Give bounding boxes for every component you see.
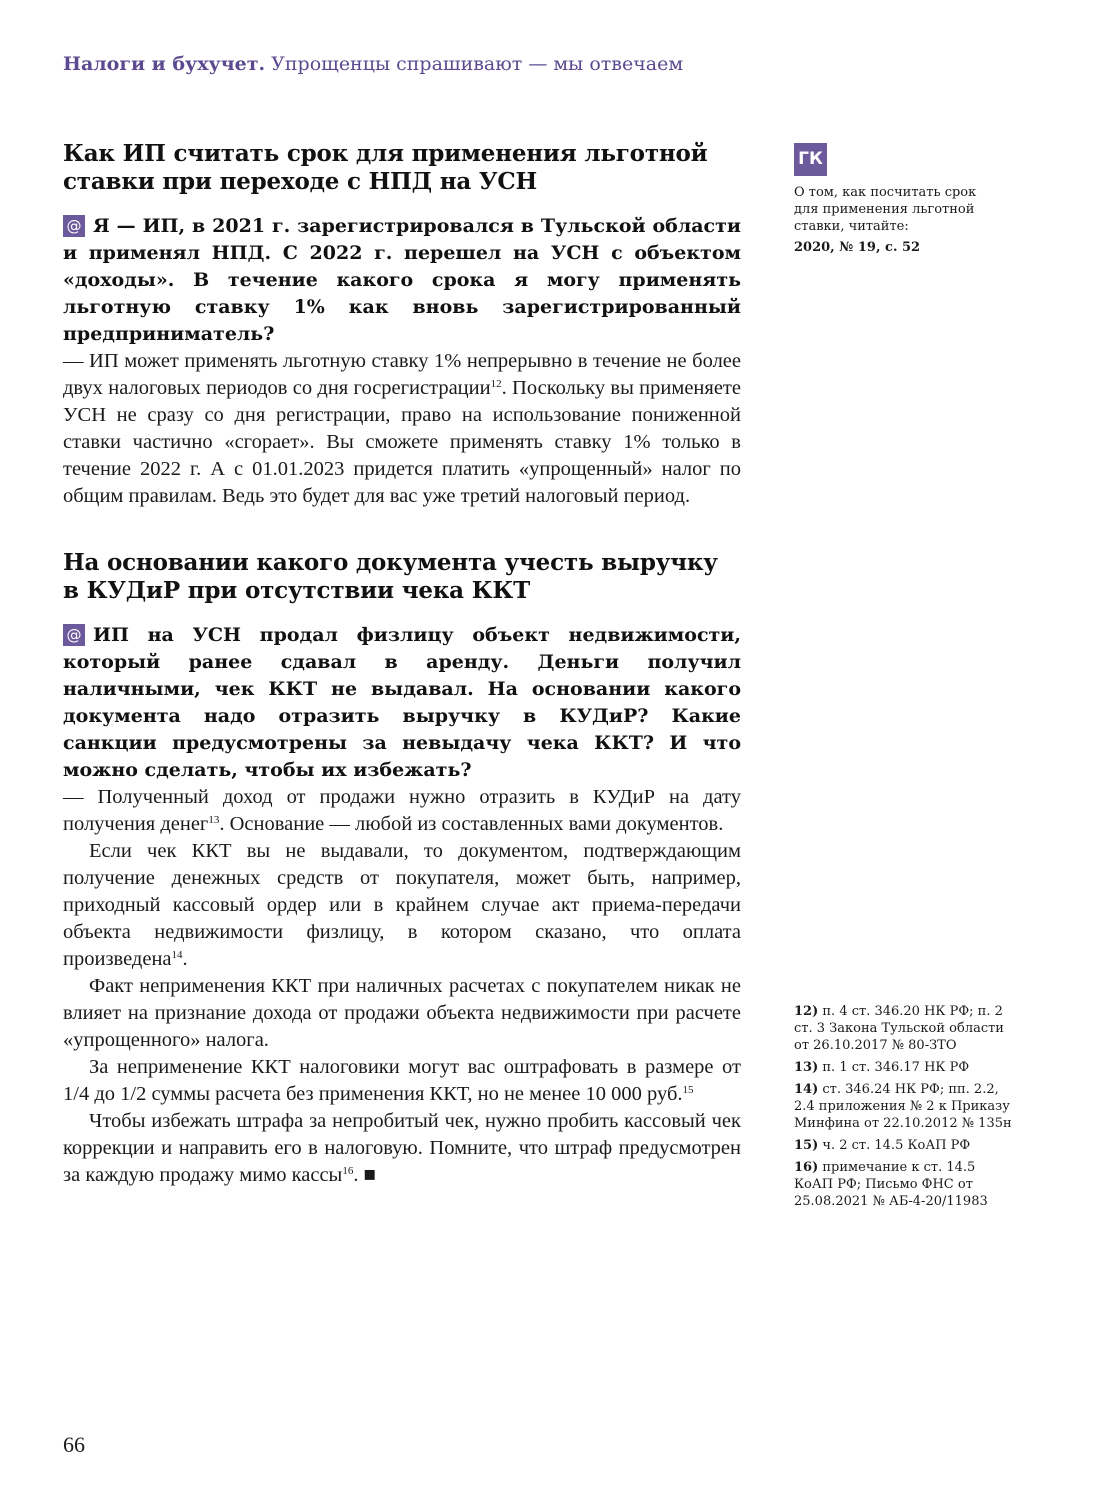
article-1-question-text: Я — ИП, в 2021 г. зарегистрировался в Тульской области и применял НПД. С 2022 г. перешел на УСН с объектом «доходы». В течение какого срока я могу применять льготную ставку 1% как вновь зарегистрированный предприниматель? [63,215,741,345]
footnote-16 [794,1159,1012,1210]
footnote-text: п. 1 ст. 346.17 НК РФ [822,1060,970,1075]
article-1-question [63,213,741,348]
paragraph-text: Факт неприменения ККТ при наличных расчетах с покупателем никак не влияет на признание дохода от продажи объекта недвижимости при расчете «упрощенного» налога. [63,975,741,1051]
running-head-subtitle: Упрощенцы спрашивают — мы отвечаем [271,53,684,75]
answer-text: . Поскольку вы применяете УСН не сразу со дня регистрации, право на использование пониженной ставки частично «сгорает». Вы сможете применять ставку 1% только в течение 2022 г. А с 01.01.2023 придется платить «упрощенный» налог по общим правилам. Ведь это будет для вас уже третий налоговый период. [63,377,741,507]
article-2-paragraph-2 [63,838,741,973]
footnote-number: 12) [794,1004,819,1019]
article-2-title-line-1: На основании какого документа учесть выручку [63,549,718,576]
footnote-ref: 13 [208,814,220,826]
article-1-title-line-1: Как ИП считать срок для применения льготной [63,140,708,167]
article-1-answer [63,348,741,510]
footnote-text: п. 4 ст. 346.20 НК РФ; п. 2 ст. 3 Закона Тульской области от 26.10.2017 № 80-ЗТО [794,1004,1004,1053]
sidebar-note-line: ставки, читайте: [794,219,909,234]
article-2-paragraph-3 [63,973,741,1054]
footnote-ref: 15 [682,1084,694,1096]
sidebar-note-reference[interactable]: 2020, № 19, с. 52 [794,240,921,255]
footnote-text: ст. 346.24 НК РФ; пп. 2.2, 2.4 приложения № 2 к Приказу Минфина от 22.10.2012 № 135н [794,1082,1012,1131]
sidebar-note [794,184,1009,256]
paragraph-text: Чтобы избежать штрафа за непробитый чек, нужно пробить кассовый чек коррекции и направить его в налоговую. Помните, что штраф предусмотрен за каждую продажу мимо кассы [63,1110,741,1186]
paragraph-text: За неприменение ККТ налоговики могут вас оштрафовать в размере от 1/4 до 1/2 суммы расчета без применения ККТ, но не менее 10 000 руб. [63,1056,741,1105]
footnote-14 [794,1081,1012,1132]
article-2-paragraph-4 [63,1054,741,1108]
footnote-text: примечание к ст. 14.5 КоАП РФ; Письмо ФНС от 25.08.2021 № АБ-4-20/11983 [794,1160,988,1209]
gk-logo-icon: ГК [794,143,827,176]
paragraph-text: . ■ [353,1164,376,1186]
sidebar-note-line: О том, как посчитать срок [794,185,977,200]
article-1 [63,140,741,510]
footnote-ref: 16 [342,1165,354,1177]
paragraph-text: — Полученный доход от продажи нужно отразить в КУДиР на дату получения денег [63,786,741,835]
paragraph-text: . Основание — любой из составленных вами документов. [219,813,724,835]
article-2-title-line-2: в КУДиР при отсутствии чека ККТ [63,577,531,604]
footnote-number: 16) [794,1160,819,1175]
footnote-text: ч. 2 ст. 14.5 КоАП РФ [822,1138,971,1153]
paragraph-text: Если чек ККТ вы не выдавали, то документом, подтверждающим получение денежных средств от покупателя, может быть, например, приходный кассовый ордер или в крайнем случае акт приема-передачи объекта недвижимости физлицу, в котором сказано, что оплата произведена [63,840,741,970]
article-2-question [63,622,741,784]
page-number: 66 [63,1432,85,1457]
at-icon: @ [63,215,85,237]
footnote-13 [794,1059,1012,1076]
sidebar-note-line: для применения льготной [794,202,975,217]
answer-text: — ИП может применять льготную ставку 1% непрерывно в течение не более двух налоговых периодов со дня госрегистрации [63,350,741,399]
article-2-paragraph-5 [63,1108,741,1189]
footnote-number: 14) [794,1082,819,1097]
article-2-question-text: ИП на УСН продал физлицу объект недвижимости, который ранее сдавал в аренду. Деньги получил наличными, чек ККТ не выдавал. На основании какого документа надо отразить выручку в КУДиР? Какие санкции предусмотрены за невыдачу чека ККТ? И что можно сделать, чтобы их избежать? [63,624,741,781]
footnote-number: 15) [794,1138,819,1153]
at-icon: @ [63,624,85,646]
article-1-title [63,140,741,196]
footnotes [794,1003,1012,1215]
article-2-title [63,549,741,605]
article-2-paragraph-1 [63,784,741,838]
running-head [63,53,763,75]
running-head-section: Налоги и бухучет. [63,53,266,75]
footnote-ref: 14 [171,949,183,961]
footnote-15 [794,1137,1012,1154]
article-1-title-line-2: ставки при переходе с НПД на УСН [63,168,537,195]
article-2 [63,549,741,1189]
footnote-12 [794,1003,1012,1054]
footnote-ref: 12 [490,378,502,390]
paragraph-text: . [182,948,188,970]
footnote-number: 13) [794,1060,819,1075]
